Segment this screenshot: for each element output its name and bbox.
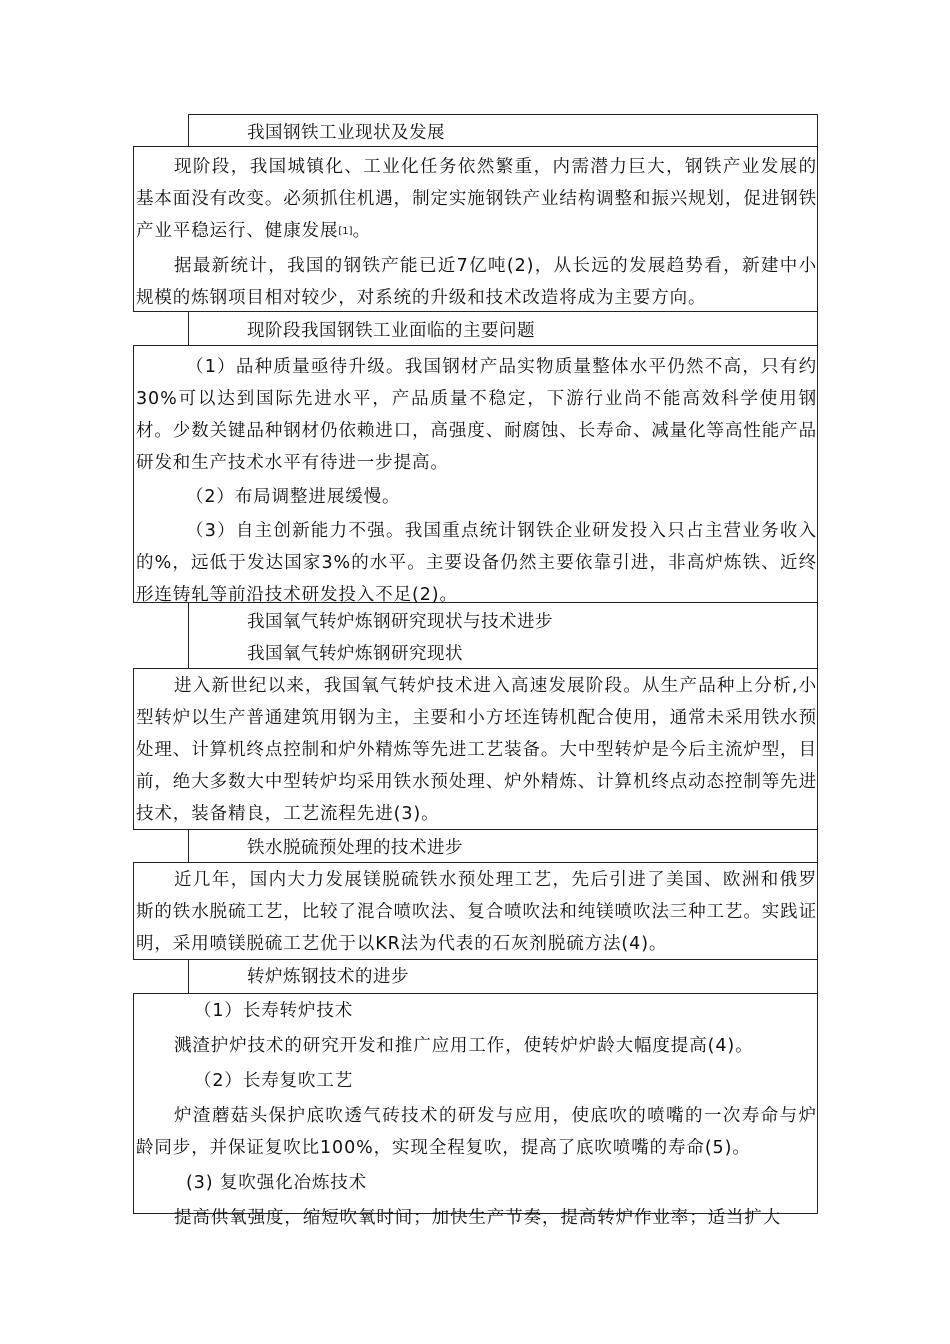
paragraph: （2）长寿复吹工艺	[194, 1071, 354, 1091]
paragraph-text: 现阶段，我国城镇化、工业化任务依然繁重，内需潜力巨大，钢铁产业发展的基本面没有改变。必须抓住机遇，制定实施钢铁产业结构调整和振兴规划，促进钢铁产业平稳运行、健康发展	[136, 157, 817, 241]
text-block	[133, 146, 818, 312]
paragraph	[136, 151, 817, 248]
paragraph: 近几年，国内大力发展镁脱硫铁水预处理工艺，先后引进了美国、欧洲和俄罗斯的铁水脱硫工艺，比较了混合喷吹法、复合喷吹法和纯镁喷吹法三种工艺。实践证明，采用喷镁脱硫工艺优于以KR法为代表的石灰剂脱硫方法(4)。	[136, 870, 817, 954]
text-block	[133, 862, 818, 960]
citation: [1]	[338, 226, 353, 237]
paragraph: （3）自主创新能力不强。我国重点统计钢铁企业研发投入只占主营业务收入的%，远低于发达国家3%的水平。主要设备仍然主要依靠引进，非高炉炼铁、近终形连铸轧等前沿技术研发投入不足(2)。	[136, 521, 817, 605]
subheading-text: 我国氧气转炉炼钢研究现状	[247, 644, 463, 664]
paragraph: （1）长寿转炉技术	[194, 1001, 354, 1021]
paragraph: 提高供氧强度，缩短吹氧时间；加快生产节奏，提高转炉作业率；适当扩大	[174, 1208, 782, 1228]
text-block	[133, 668, 818, 830]
paragraph: 炉渣蘑菇头保护底吹透气砖技术的研发与应用，使底吹的喷嘴的一次寿命与炉龄同步，并保证复吹比100%，实现全程复吹，提高了底吹喷嘴的寿命(5)。	[136, 1106, 817, 1158]
paragraph: (3) 复吹强化冶炼技术	[186, 1173, 368, 1193]
heading-text: 转炉炼钢技术的进步	[247, 967, 409, 987]
text-block	[133, 993, 818, 1228]
section-heading	[188, 603, 818, 668]
heading-text: 我国氧气转炉炼钢研究现状与技术进步	[247, 612, 553, 632]
heading-text: 我国钢铁工业现状及发展	[247, 123, 445, 143]
paragraph: 进入新世纪以来，我国氧气转炉技术进入高速发展阶段。从生产品种上分析,小型转炉以生产普通建筑用钢为主，主要和小方坯连铸机配合使用，通常未采用铁水预处理、计算机终点控制和炉外精炼等先进工艺装备。大中型转炉是今后主流炉型，目前，绝大多数大中型转炉均采用铁水预处理、炉外精炼、计算机终点动态控制等先进技术，装备精良，工艺流程先进(3)。	[136, 676, 817, 824]
paragraph-end: 。	[352, 221, 371, 241]
section-heading	[188, 960, 818, 994]
text-block	[133, 345, 818, 603]
section-heading	[188, 312, 818, 346]
heading-text: 现阶段我国钢铁工业面临的主要问题	[247, 321, 535, 341]
paragraph: （1）品种质量亟待升级。我国钢材产品实物质量整体水平仍然不高，只有约30%可以达到国际先进水平，产品质量不稳定，下游行业尚不能高效科学使用钢材。少数关键品种钢材仍依赖进口，高强度、耐腐蚀、长寿命、减量化等高性能产品研发和生产技术水平有待进一步提高。	[136, 357, 817, 473]
paragraph: 据最新统计，我国的钢铁产能已近7亿吨(2)，从长远的发展趋势看，新建中小规模的炼钢项目相对较少，对系统的升级和技术改造将成为主要方向。	[136, 256, 817, 308]
paragraph: （2）布局调整进展缓慢。	[186, 487, 401, 507]
section-heading	[188, 114, 818, 147]
section-heading	[188, 830, 818, 863]
paragraph: 溅渣护炉技术的研究开发和推广应用工作，使转炉炉龄大幅度提高(4)。	[174, 1036, 754, 1056]
heading-text: 铁水脱硫预处理的技术进步	[247, 838, 463, 858]
